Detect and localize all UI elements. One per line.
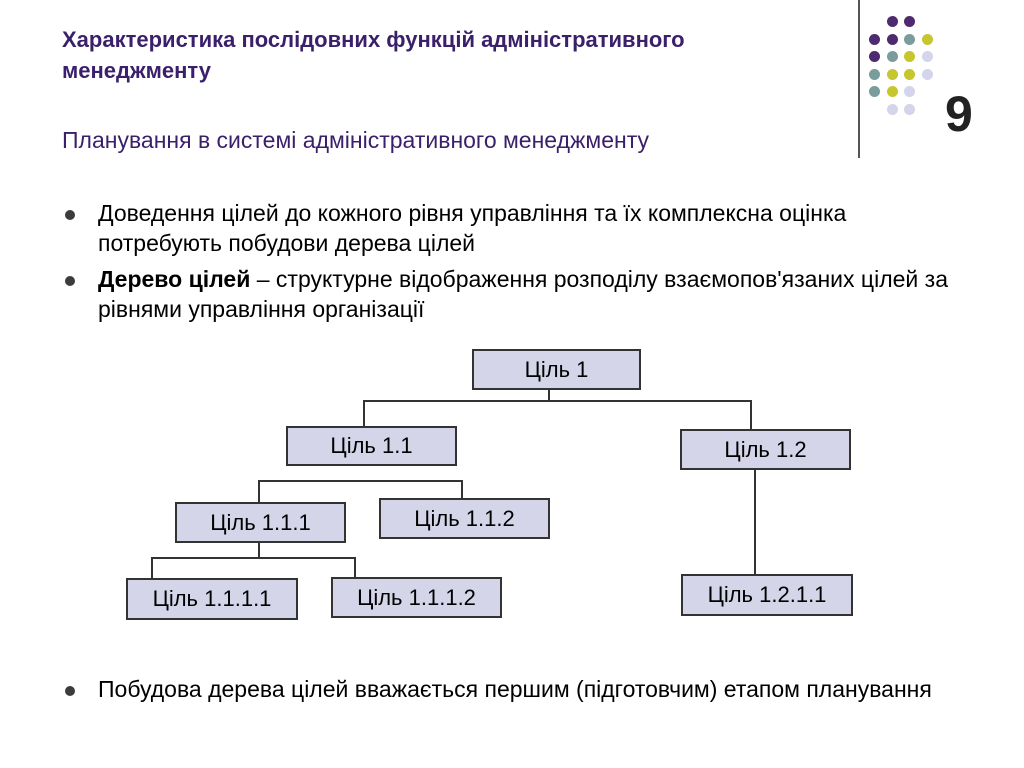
decorative-dot xyxy=(887,104,898,115)
slide-title: Характеристика послідовних функцій адміністративного менеджменту xyxy=(62,27,685,83)
bullet-item xyxy=(62,198,962,258)
connector-line xyxy=(750,400,752,430)
goal-node-1-1-1-2: Ціль 1.1.1.2 xyxy=(331,577,502,618)
bullet-text: Побудова дерева цілей вважається першим (підготовчим) етапом планування xyxy=(98,676,932,702)
connector-line xyxy=(363,400,752,402)
decorative-dot xyxy=(904,69,915,80)
bullet-list-bottom xyxy=(62,674,962,704)
header-divider xyxy=(858,0,860,158)
goal-node-1-2-1-1: Ціль 1.2.1.1 xyxy=(681,574,853,616)
goal-node-1-1-2: Ціль 1.1.2 xyxy=(379,498,550,539)
bullet-dot-icon xyxy=(65,276,75,286)
goal-node-root: Ціль 1 xyxy=(472,349,641,390)
decorative-dot xyxy=(904,34,915,45)
decorative-dot xyxy=(887,69,898,80)
decorative-dot xyxy=(869,34,880,45)
decorative-dot xyxy=(922,51,933,62)
slide-subtitle: Планування в системі адміністративного менеджменту xyxy=(62,127,649,153)
bullet-dot-icon xyxy=(65,686,75,696)
connector-line xyxy=(754,468,756,575)
decorative-dot xyxy=(922,34,933,45)
bullet-list xyxy=(62,198,962,324)
decorative-dot xyxy=(904,104,915,115)
connector-line xyxy=(258,480,463,482)
bullet-term: Дерево цілей xyxy=(98,266,251,292)
goal-node-1-1-1: Ціль 1.1.1 xyxy=(175,502,346,543)
page-number: 9 xyxy=(945,86,973,142)
decorative-dot xyxy=(887,51,898,62)
connector-line xyxy=(151,557,153,579)
bullet-text: – структурне відображення розподілу взаємопов'язаних цілей за рівнями управління організації xyxy=(98,266,948,322)
decorative-dot xyxy=(887,34,898,45)
decorative-dot xyxy=(869,51,880,62)
decorative-dot xyxy=(887,16,898,27)
decorative-dot xyxy=(869,69,880,80)
connector-line xyxy=(354,557,356,579)
decorative-dot xyxy=(904,16,915,27)
decorative-dot xyxy=(869,86,880,97)
connector-line xyxy=(461,480,463,499)
bullet-text: Доведення цілей до кожного рівня управління та їх комплексна оцінка потребують побудови дерева цілей xyxy=(98,200,847,256)
goal-node-1-1-1-1: Ціль 1.1.1.1 xyxy=(126,578,298,620)
bullet-item xyxy=(62,674,962,704)
goal-node-1-2: Ціль 1.2 xyxy=(680,429,851,470)
decorative-dot xyxy=(887,86,898,97)
bullet-dot-icon xyxy=(65,210,75,220)
decorative-dot xyxy=(922,69,933,80)
connector-line xyxy=(258,480,260,503)
goal-node-1-1: Ціль 1.1 xyxy=(286,426,457,466)
bullet-item xyxy=(62,264,962,324)
decorative-dot xyxy=(904,86,915,97)
connector-line xyxy=(363,400,365,428)
decorative-dot xyxy=(904,51,915,62)
connector-line xyxy=(151,557,356,559)
